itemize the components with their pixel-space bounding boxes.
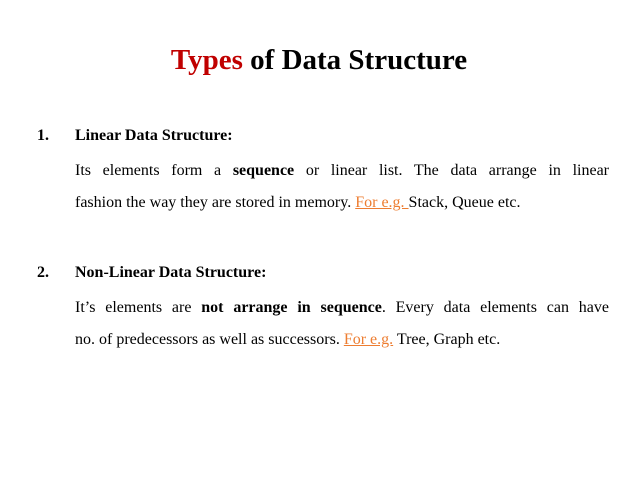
description-line-2 — [75, 187, 609, 219]
example-link[interactable]: For e.g. — [355, 194, 409, 211]
item-description — [75, 155, 609, 219]
item-number: 1. — [37, 127, 49, 144]
line-text: It’s elements are — [75, 299, 202, 316]
slide-title — [0, 40, 638, 80]
line-text: no. of predecessors as well as successors. — [75, 331, 344, 348]
title-accent-word: Types — [170, 44, 243, 76]
item-description — [75, 292, 609, 356]
line-text: or linear list. The data arrange in linear — [294, 162, 609, 179]
description-line-1 — [75, 155, 609, 187]
description-line-2 — [75, 324, 609, 356]
item-heading: Non-Linear Data Structure: — [75, 264, 267, 281]
bold-term: not arrange in sequence — [201, 299, 382, 316]
item-heading: Linear Data Structure: — [75, 127, 233, 144]
line-text: fashion the way they are stored in memory. — [75, 194, 356, 211]
example-link[interactable]: For e.g. — [343, 331, 394, 348]
line-text: . Every data elements can have — [381, 299, 610, 316]
description-line-1 — [75, 292, 609, 324]
line-text: Its elements form a — [75, 162, 233, 179]
line-text: Stack, Queue etc. — [408, 194, 521, 211]
title-rest: of Data Structure — [242, 44, 468, 76]
bold-term: sequence — [232, 162, 295, 179]
item-number: 2. — [37, 264, 49, 281]
line-text: Tree, Graph etc. — [393, 331, 501, 348]
